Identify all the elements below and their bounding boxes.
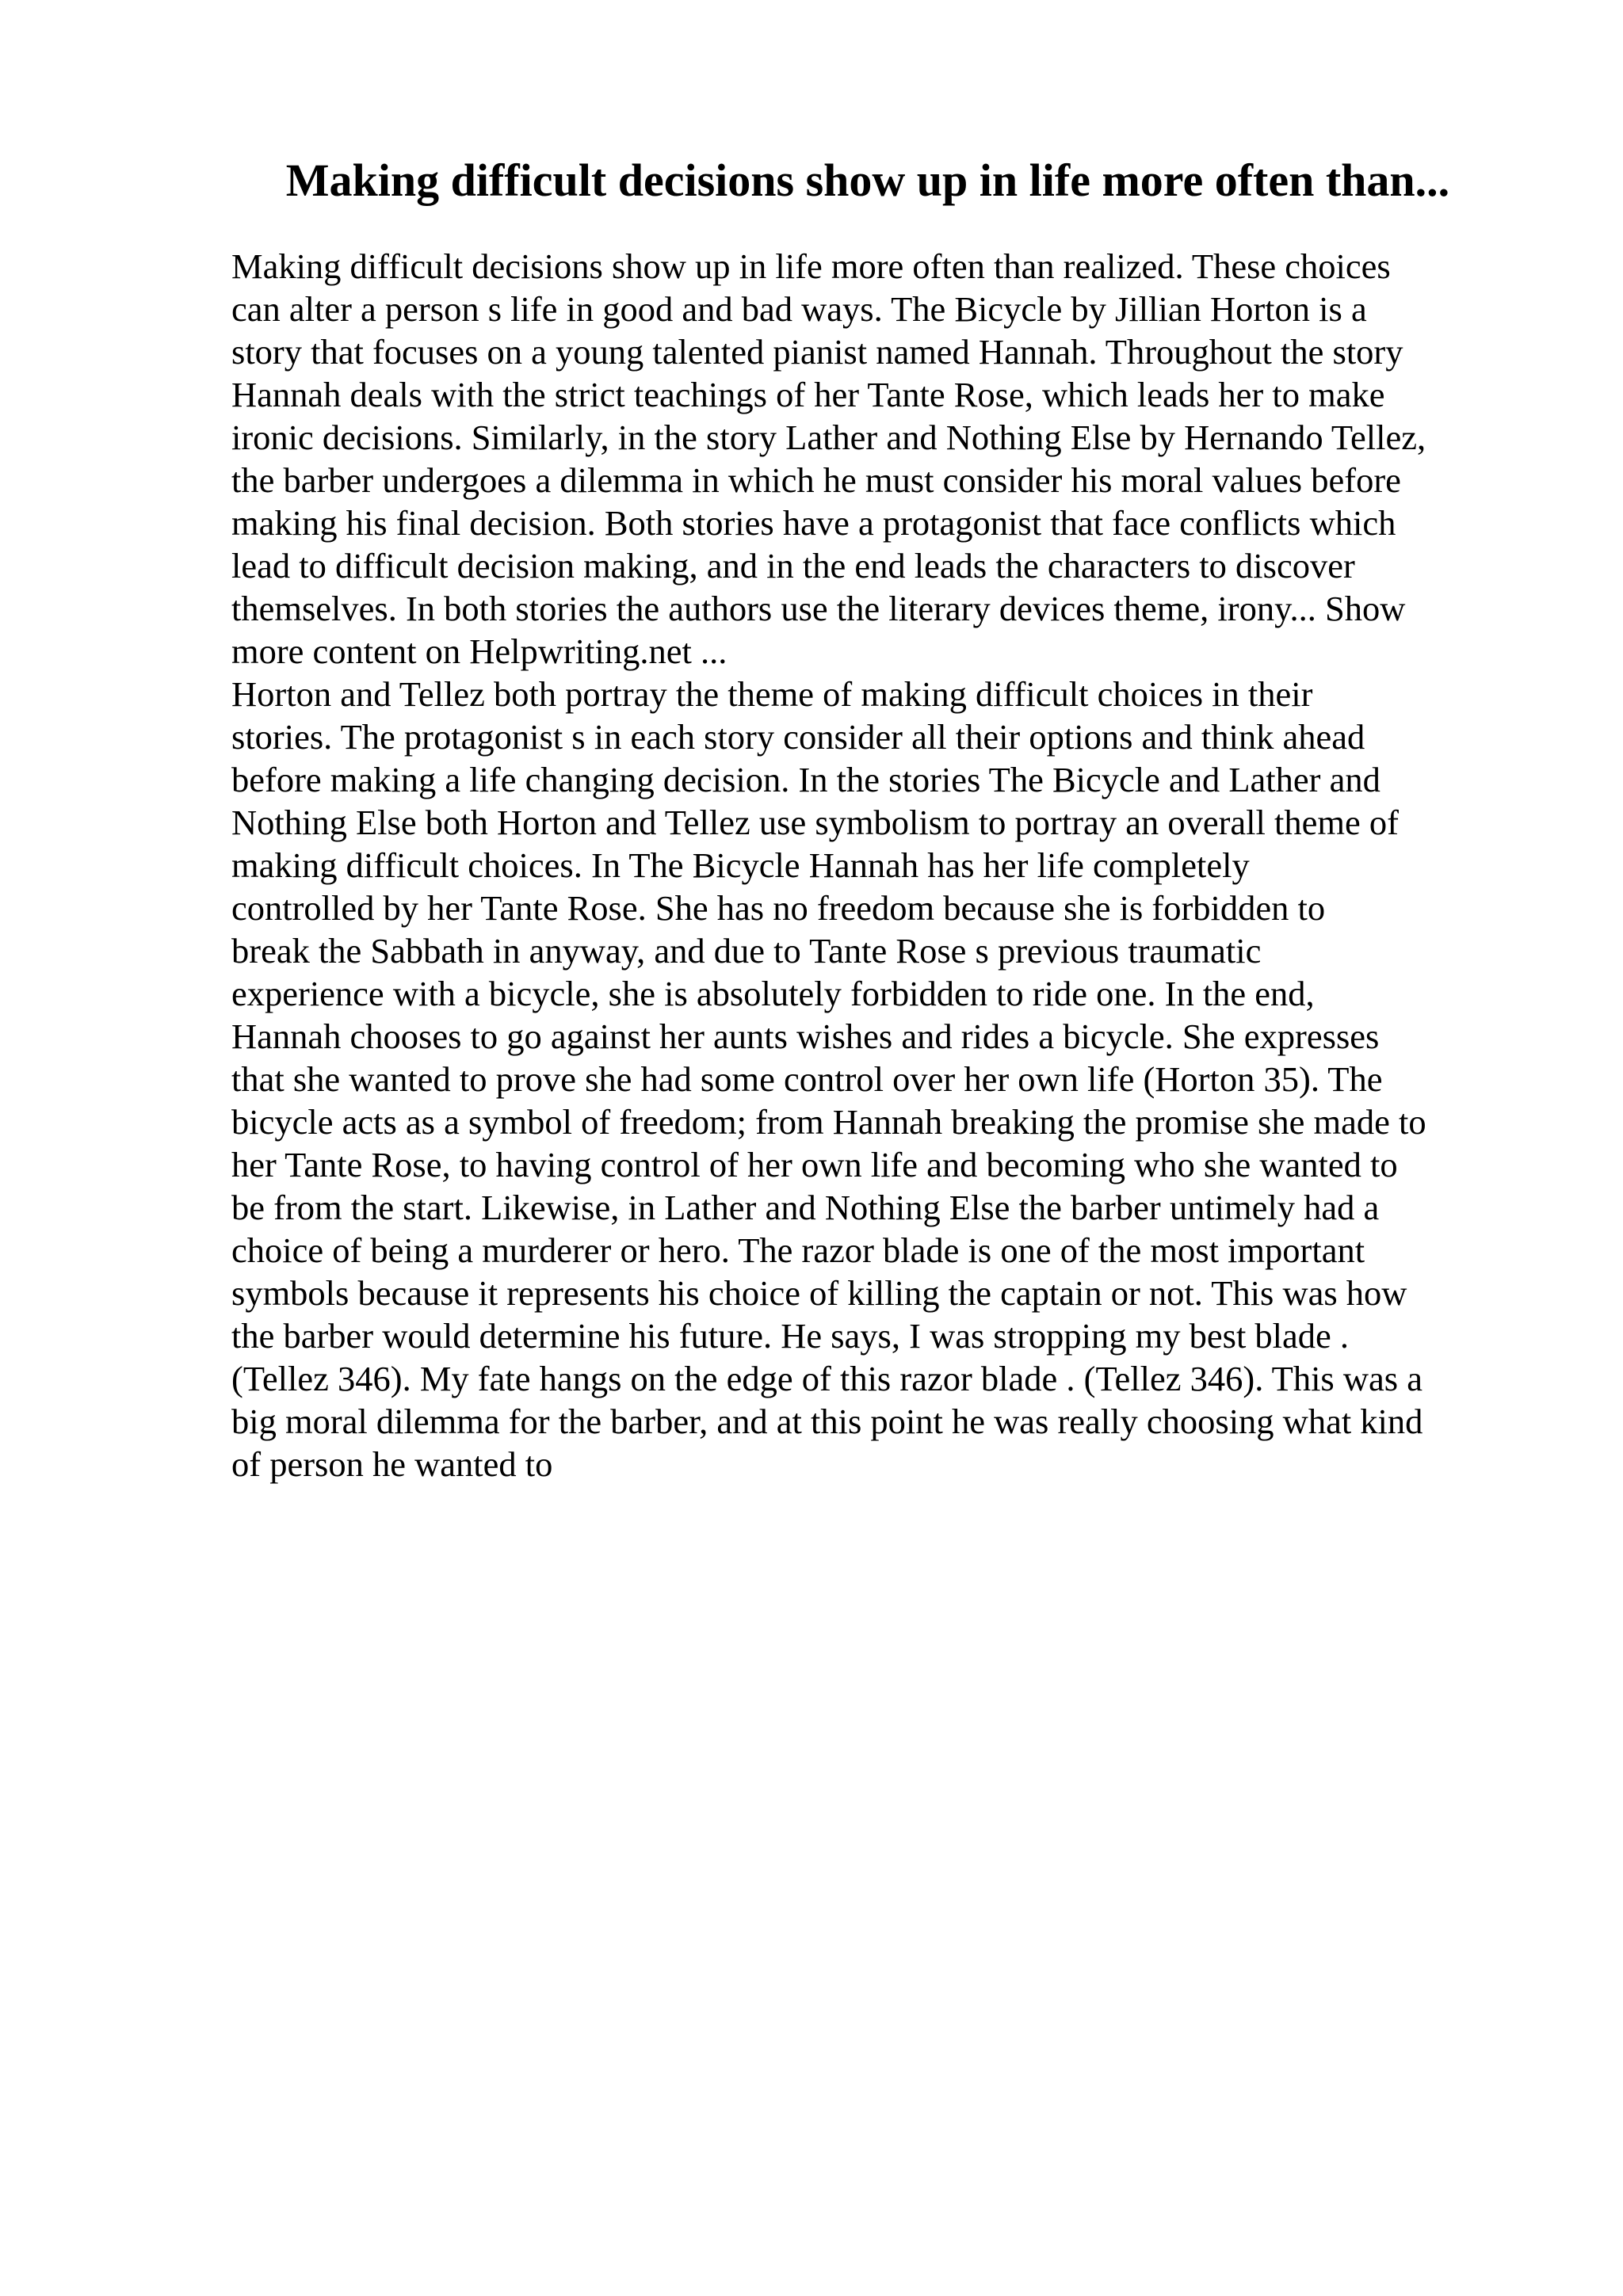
body-line: the barber would determine his future. He says, I was stropping my best blade .	[231, 1316, 1350, 1356]
body-line: Hannah chooses to go against her aunts wishes and rides a bicycle. She expresses	[231, 1016, 1380, 1056]
body-line: be from the start. Likewise, in Lather and Nothing Else the barber untimely had a	[231, 1188, 1380, 1227]
body-line: making his final decision. Both stories have a protagonist that face conflicts which	[231, 503, 1396, 543]
body-line: that she wanted to prove she had some control over her own life (Horton 35). The	[231, 1059, 1383, 1099]
body-line: symbols because it represents his choice of killing the captain or not. This was how	[231, 1273, 1407, 1313]
body-line: experience with a bicycle, she is absolutely forbidden to ride one. In the end,	[231, 974, 1315, 1013]
body-line: the barber undergoes a dilemma in which he must consider his moral values before	[231, 460, 1401, 500]
body-line: controlled by her Tante Rose. She has no freedom because she is forbidden to	[231, 888, 1326, 928]
body-line: ironic decisions. Similarly, in the story Lather and Nothing Else by Hernando Tellez,	[231, 418, 1426, 457]
body-line: stories. The protagonist s in each story consider all their options and think ahead	[231, 717, 1365, 757]
body-line: lead to difficult decision making, and in the end leads the characters to discover	[231, 546, 1355, 585]
body-line: of person he wanted to	[231, 1444, 553, 1484]
body-line: Making difficult decisions show up in life more often than realized. These choices	[231, 246, 1391, 286]
body-line: story that focuses on a young talented pianist named Hannah. Throughout the story	[231, 332, 1403, 372]
document-title: Making difficult decisions show up in life more often than...	[285, 154, 1450, 206]
body-line: bicycle acts as a symbol of freedom; from Hannah breaking the promise she made to	[231, 1102, 1426, 1142]
body-line: more content on Helpwriting.net ...	[231, 631, 727, 671]
document-body	[231, 245, 1515, 1486]
body-line: making difficult choices. In The Bicycle Hannah has her life completely	[231, 845, 1250, 885]
body-line: can alter a person s life in good and bad ways. The Bicycle by Jillian Horton is a	[231, 289, 1367, 329]
body-line: Nothing Else both Horton and Tellez use symbolism to portray an overall theme of	[231, 803, 1399, 842]
body-line: big moral dilemma for the barber, and at this point he was really choosing what kind	[231, 1402, 1423, 1441]
body-line: themselves. In both stories the authors use the literary devices theme, irony... Show	[231, 589, 1406, 628]
body-line: before making a life changing decision. In the stories The Bicycle and Lather and	[231, 760, 1381, 799]
body-line: choice of being a murderer or hero. The razor blade is one of the most important	[231, 1230, 1365, 1270]
body-line: Horton and Tellez both portray the theme of making difficult choices in their	[231, 674, 1313, 714]
body-line: (Tellez 346). My fate hangs on the edge of this razor blade . (Tellez 346). This was a	[231, 1359, 1423, 1398]
body-line: Hannah deals with the strict teachings of her Tante Rose, which leads her to make	[231, 375, 1385, 414]
body-line: break the Sabbath in anyway, and due to Tante Rose s previous traumatic	[231, 931, 1262, 971]
body-line: her Tante Rose, to having control of her own life and becoming who she wanted to	[231, 1145, 1398, 1184]
